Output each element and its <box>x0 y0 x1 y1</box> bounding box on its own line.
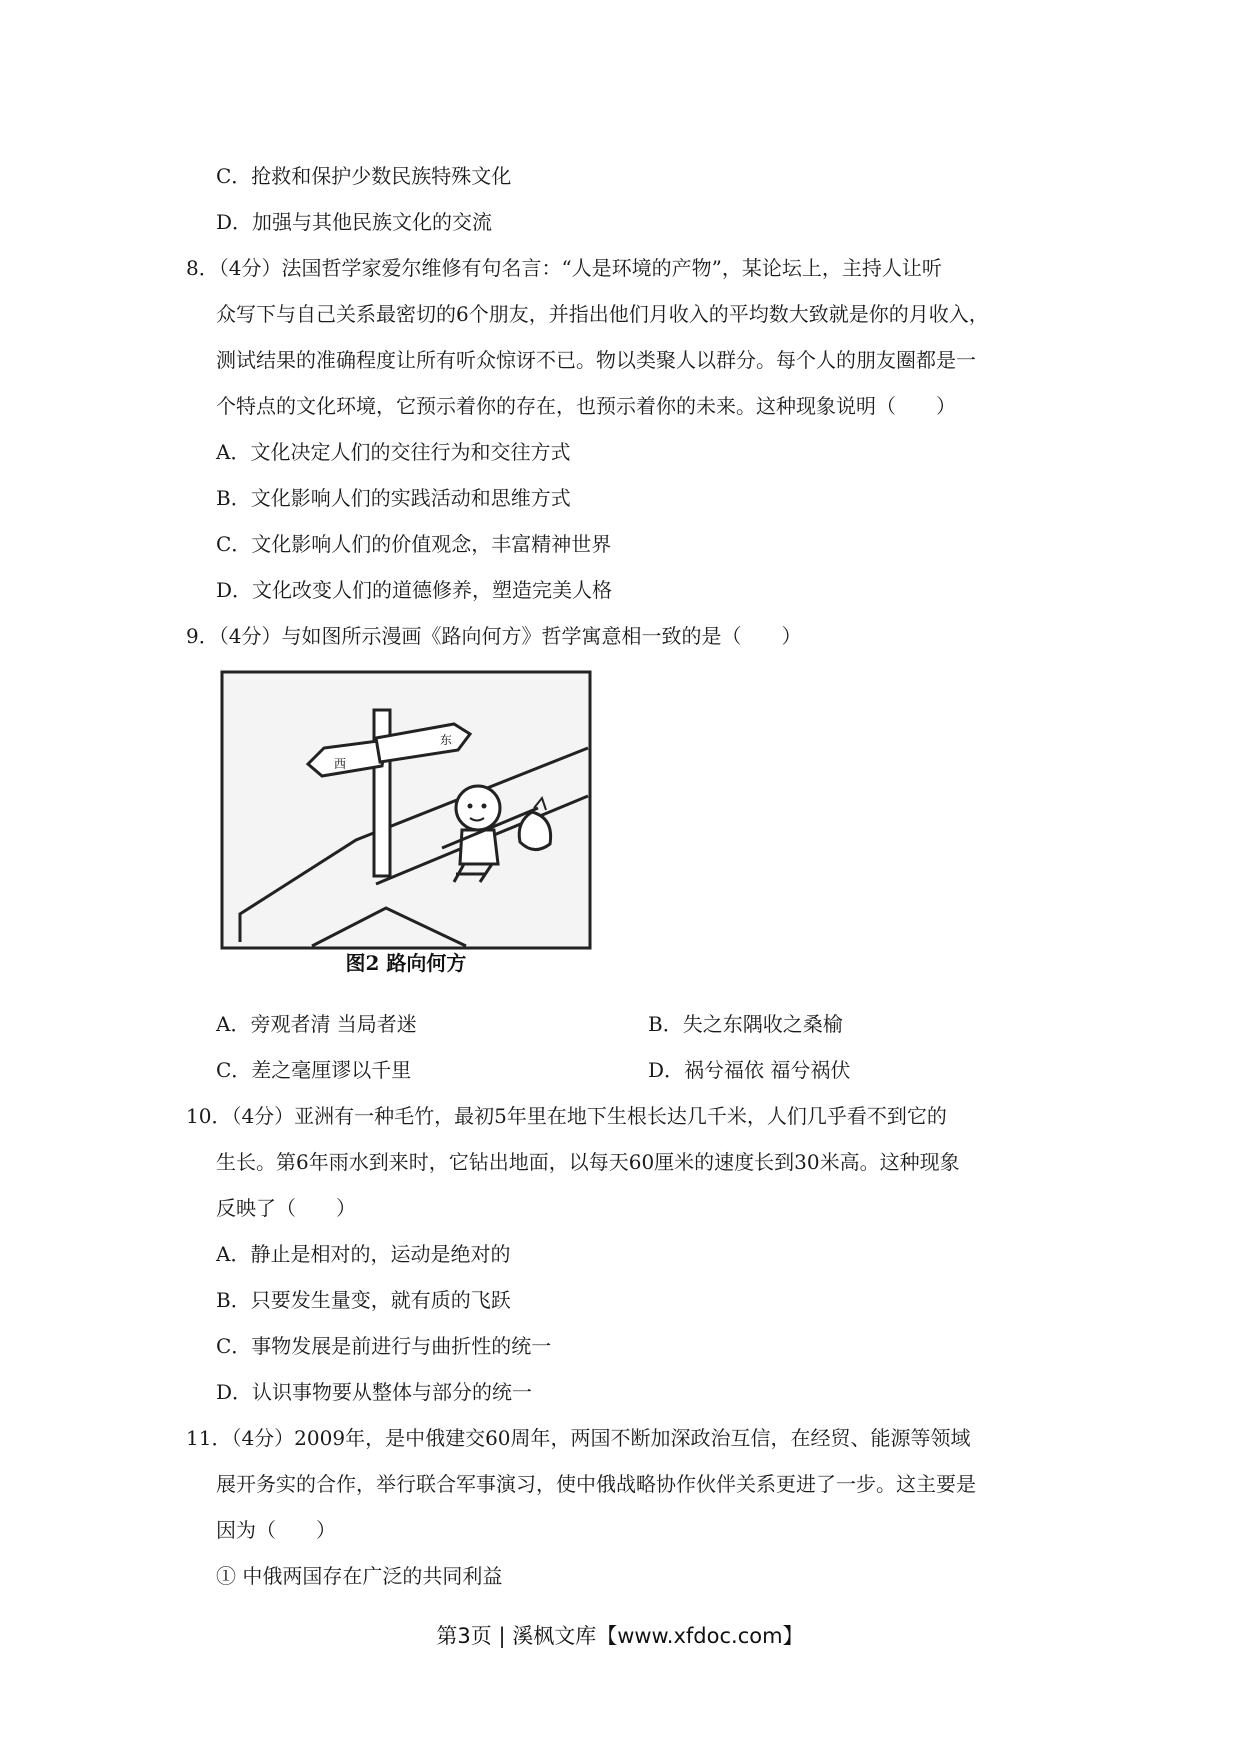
q8-option-c: C．文化影响人们的价值观念，丰富精神世界 <box>216 532 612 556</box>
q8-stem-line-4: 个特点的文化环境，它预示着你的存在，也预示着你的未来。这种现象说明（ ） <box>216 394 956 418</box>
q10-stem-line-2: 生长。第6年雨水到来时，它钻出地面，以每天60厘米的速度长到30米高。这种现象 <box>216 1150 960 1174</box>
page-footer: 第3页 | 溪枫文库【www.xfdoc.com】 <box>436 1624 804 1648</box>
q8-stem-line-3: 测试结果的准确程度让所有听众惊讶不已。物以类聚人以群分。每个人的朋友圈都是一 <box>216 348 976 372</box>
q8-stem-line-1: 8．（4分）法国哲学家爱尔维修有句名言：“人是环境的产物”，某论坛上，主持人让听 <box>186 256 942 280</box>
sign-west-label: 西 <box>334 757 347 771</box>
figure-caption: 图2 路向何方 <box>345 951 467 975</box>
q7-option-c: C．抢救和保护少数民族特殊文化 <box>216 164 512 188</box>
q11-stem-line-2: 展开务实的合作，举行联合军事演习，使中俄战略协作伙伴关系更进了一步。这主要是 <box>216 1472 976 1496</box>
q10-stem-line-3: 反映了（ ） <box>216 1196 356 1220</box>
q7-option-d: D．加强与其他民族文化的交流 <box>216 210 493 234</box>
q10-option-b: B．只要发生量变，就有质的飞跃 <box>216 1288 511 1312</box>
q11-stem-line-1: 11．（4分）2009年，是中俄建交60周年，两国不断加深政治互信，在经贸、能源等领域 <box>186 1426 971 1450</box>
cartoon-illustration <box>216 668 596 982</box>
character-head <box>456 786 500 830</box>
q10-stem-line-1: 10．（4分）亚洲有一种毛竹，最初5年里在地下生根长达几千米，人们几乎看不到它的 <box>186 1104 947 1128</box>
q8-option-a: A．文化决定人们的交往行为和交往方式 <box>216 440 571 464</box>
q9-option-b: B．失之东隅收之桑榆 <box>648 1012 843 1036</box>
q10-option-a: A．静止是相对的，运动是绝对的 <box>216 1242 511 1266</box>
cartoon-figure <box>216 668 596 982</box>
q9-stem: 9．（4分）与如图所示漫画《路向何方》哲学寓意相一致的是（ ） <box>186 624 802 648</box>
character-body <box>460 830 498 864</box>
q8-option-d: D．文化改变人们的道德修养，塑造完美人格 <box>216 578 613 602</box>
q10-option-c: C．事物发展是前进行与曲折性的统一 <box>216 1334 552 1358</box>
q11-item-1: ① 中俄两国存在广泛的共同利益 <box>216 1564 503 1588</box>
q9-option-a: A．旁观者清 当局者迷 <box>216 1012 417 1036</box>
q11-stem-line-3: 因为（ ） <box>216 1518 336 1542</box>
q9-option-d: D．祸兮福依 福兮祸伏 <box>648 1058 851 1082</box>
q9-option-c: C．差之毫厘谬以千里 <box>216 1058 412 1082</box>
q10-option-d: D．认识事物要从整体与部分的统一 <box>216 1380 533 1404</box>
q8-stem-line-2: 众写下与自己关系最密切的6个朋友，并指出他们月收入的平均数大致就是你的月收入， <box>216 302 989 326</box>
sign-east-label: 东 <box>440 733 453 747</box>
q8-option-b: B．文化影响人们的实践活动和思维方式 <box>216 486 571 510</box>
